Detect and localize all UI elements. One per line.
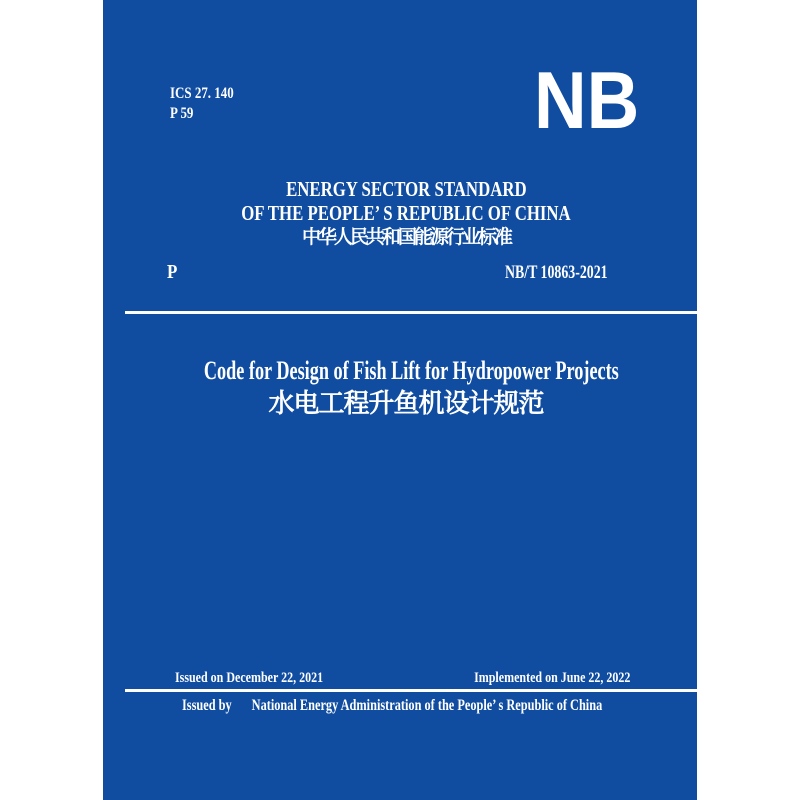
doc-class-letter — [167, 261, 179, 284]
issued-date — [175, 669, 360, 687]
standard-header-en-line2-text: OF THE PEOPLE’ S REPUBLIC OF CHINA — [241, 201, 571, 225]
standard-header-cn: 中华人民共和国能源行业标准 — [301, 227, 510, 248]
standard-cover — [103, 0, 697, 800]
standard-header-en-line2 — [115, 201, 697, 225]
issued-date-text: Issued on December 22, 2021 — [175, 670, 324, 686]
doc-class-letter-text: P — [167, 261, 178, 283]
standard-header-en-line1-text: ENERGY SECTOR STANDARD — [285, 177, 527, 201]
standard-header — [115, 177, 697, 250]
issued-by-row — [182, 697, 602, 715]
ics-classification-block — [170, 84, 249, 124]
implemented-date-text: Implemented on June 22, 2022 — [473, 670, 630, 686]
implemented-date — [435, 669, 630, 687]
title-english — [115, 355, 697, 386]
classification-code: P 59 — [170, 105, 194, 122]
standard-number — [467, 262, 608, 284]
footer-divider-rule — [125, 689, 697, 692]
nb-logo: NB — [534, 56, 640, 146]
title-block — [115, 355, 697, 420]
title-chinese: 水电工程升鱼机设计规范 — [268, 389, 544, 418]
standard-number-text: NB/T 10863-2021 — [505, 262, 608, 283]
standard-header-en-line1 — [115, 177, 697, 201]
title-english-text: Code for Design of Fish Lift for Hydropower Projects — [203, 356, 619, 385]
ics-code: ICS 27. 140 — [170, 85, 234, 102]
issued-by-label: Issued by — [182, 697, 232, 714]
issuing-authority: National Energy Administration of the People’ s Republic of China — [251, 697, 603, 714]
header-divider-rule — [125, 311, 697, 314]
